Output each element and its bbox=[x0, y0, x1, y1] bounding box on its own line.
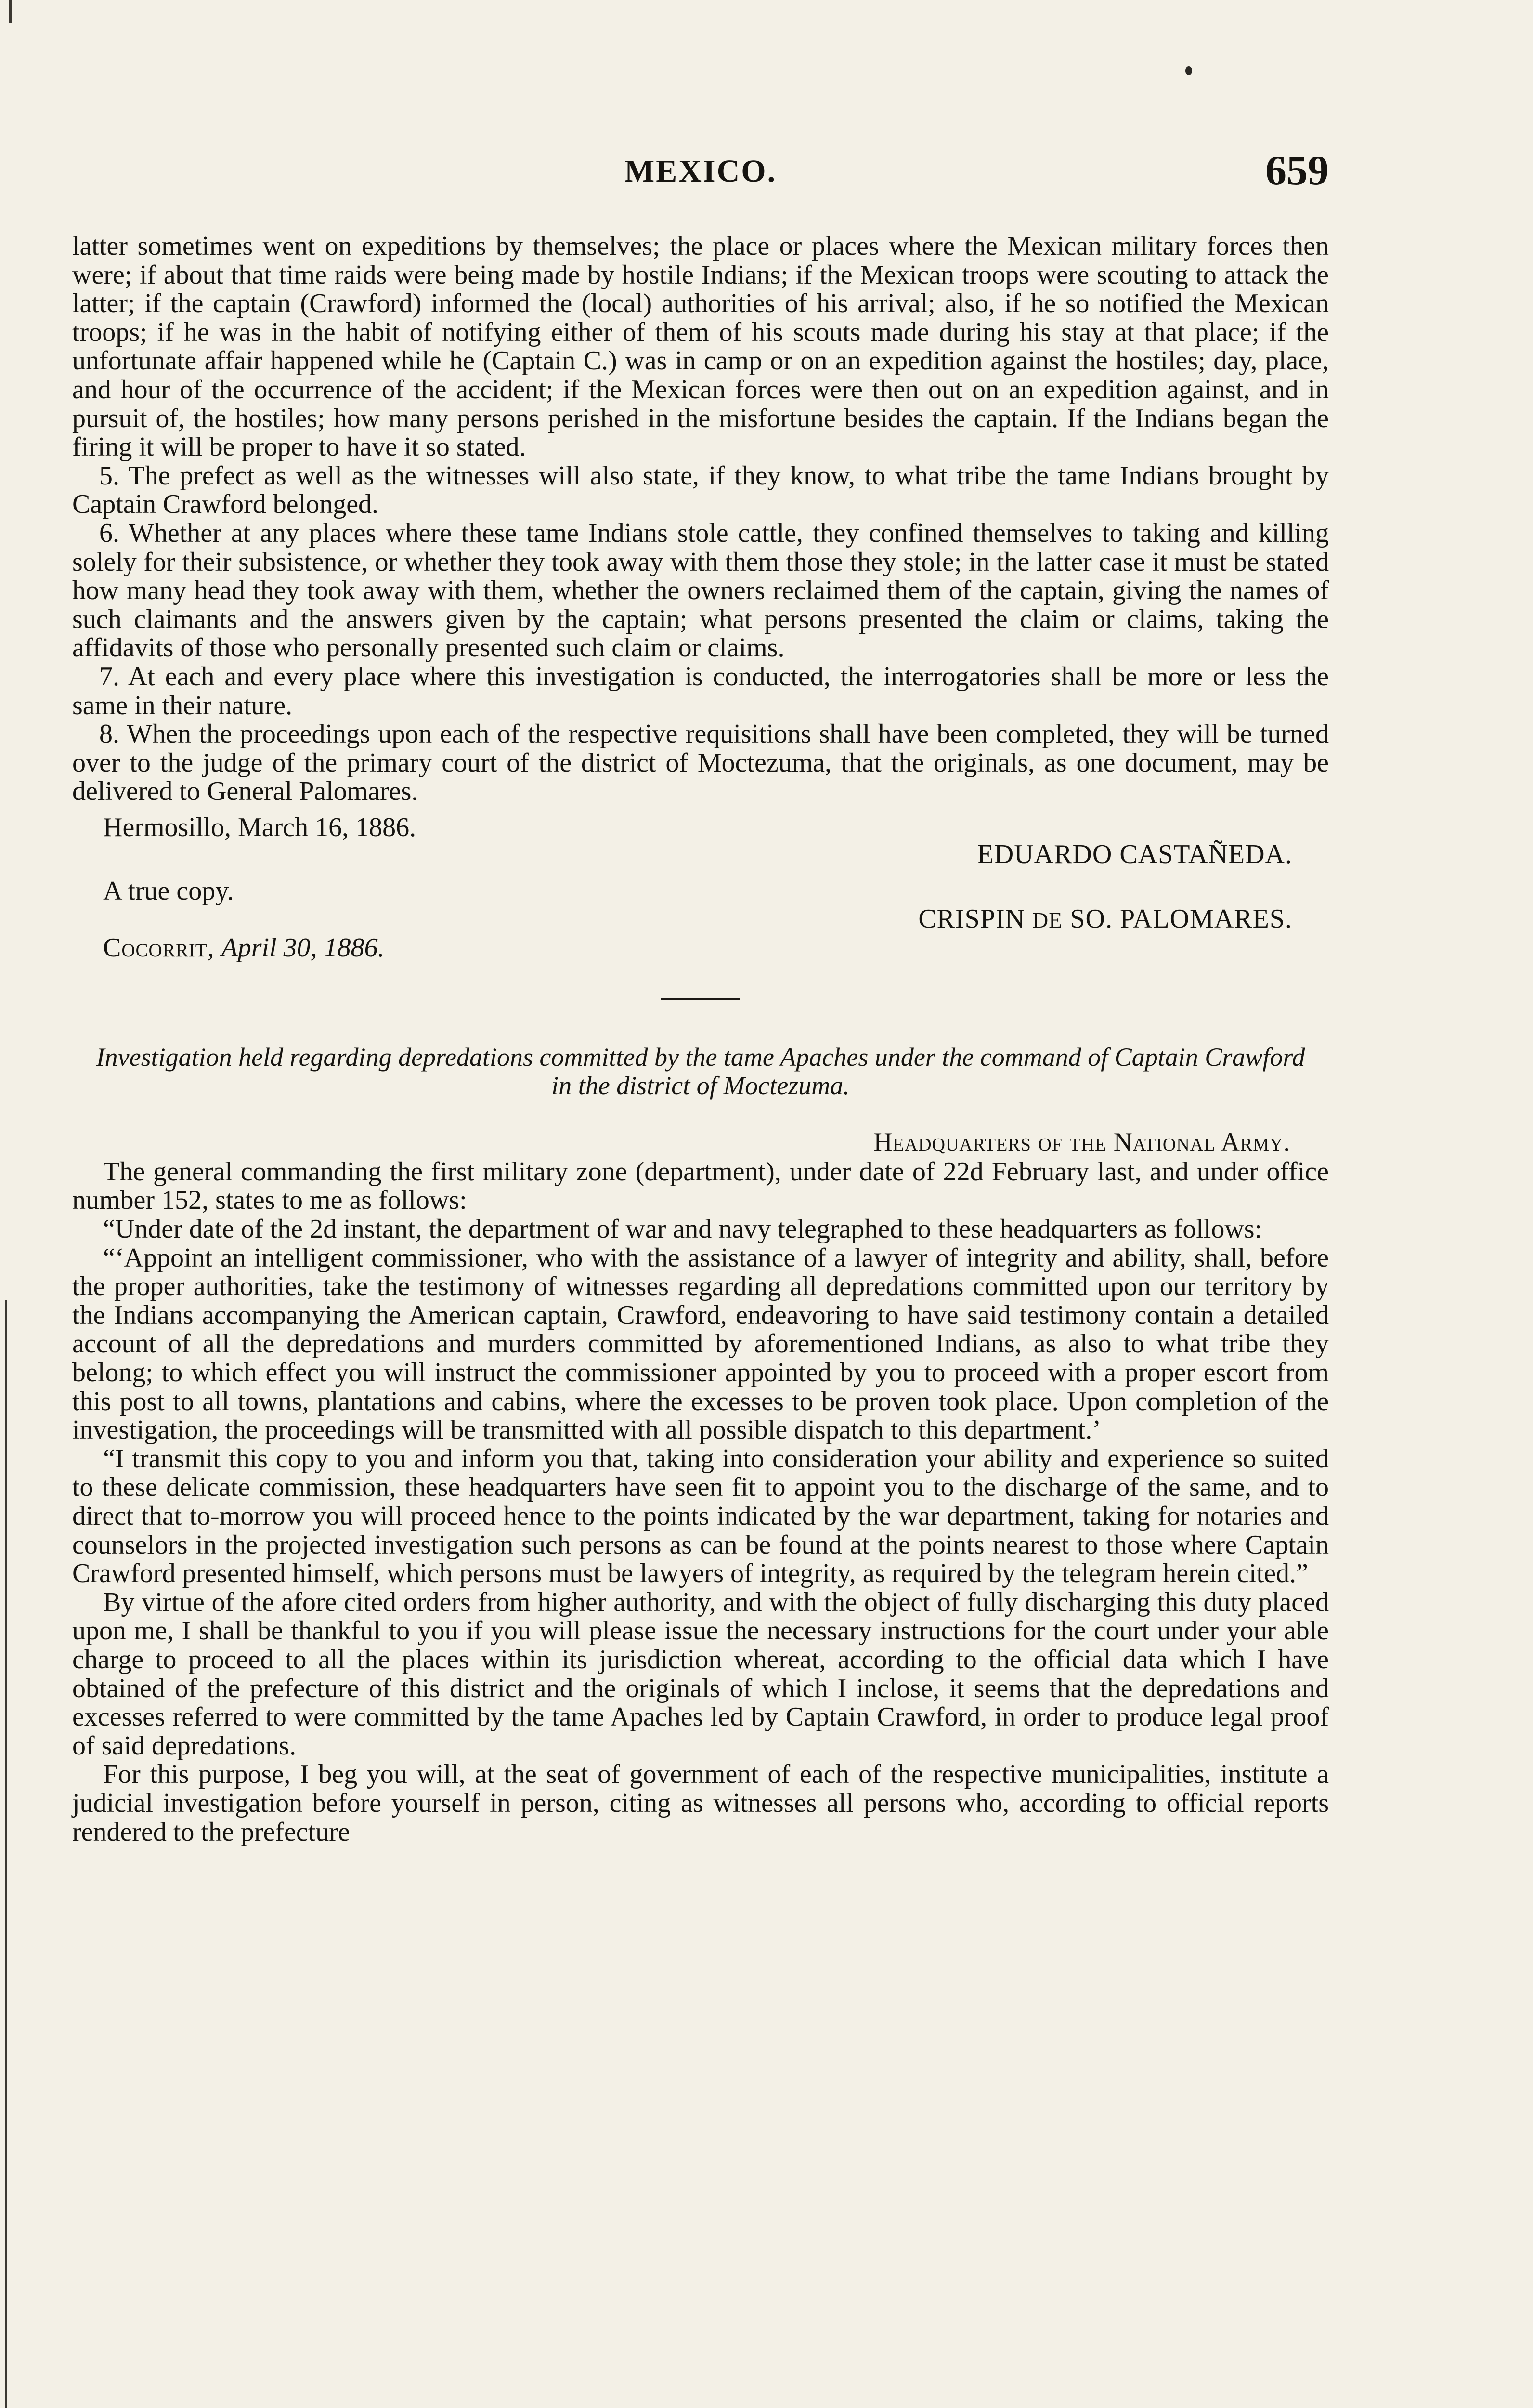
scan-edge-mark bbox=[9, 0, 12, 23]
signatory-last-name: SO. PALOMARES. bbox=[1070, 903, 1292, 934]
section-caption: Investigation held regarding depredations committed by the tame Apaches under the command of Captain Crawford in the district of Moctezuma. bbox=[96, 1042, 1305, 1100]
headquarters-heading: Headquarters of the National Army. bbox=[873, 1127, 1290, 1156]
section-divider bbox=[661, 998, 740, 1000]
paragraph-item-6: 6. Whether at any places where these tame Indians stole cattle, they confined themselves to taking and killing solely for their subsistence, or whether they took away with them those they stole; in the latter case it must be stated how many head they took away with them, whether the owners reclaimed them of the captain, giving the names of such claimants and the answers given by the captain; what persons presented the claim or claims, taking the affidavits of those who personally presented such claim or claims. bbox=[72, 518, 1329, 663]
signatory-first-name: CRISPIN bbox=[918, 903, 1026, 934]
paragraph-item-7: 7. At each and every place where this investigation is conducted, the interrogatories shall be more or less the same in their nature. bbox=[72, 661, 1329, 720]
paragraph-general-commanding: The general commanding the first military zone (department), under date of 22d February last, and under office number 152, states to me as follows: bbox=[72, 1156, 1329, 1216]
paragraph-item-8: 8. When the proceedings upon each of the respective requisitions shall have been completed, they will be turned over to the judge of the primary court of the district of Moctezuma, that the originals, as one document, may be delivered to General Palomares. bbox=[72, 719, 1329, 807]
running-title: MEXICO. bbox=[624, 154, 777, 189]
signatory-particle: DE bbox=[1032, 907, 1063, 932]
paragraph-under-date: “Under date of the 2d instant, the department of war and navy telegraphed to these headquarters as follows: bbox=[103, 1214, 1262, 1244]
page-body bbox=[72, 232, 1329, 1846]
signature-block bbox=[72, 812, 1329, 963]
signatory-castaneda: EDUARDO CASTAÑEDA. bbox=[977, 839, 1292, 869]
signature-place-date: Hermosillo, March 16, 1886. bbox=[103, 812, 416, 842]
true-copy-note: A true copy. bbox=[103, 876, 234, 906]
paragraph-by-virtue: By virtue of the afore cited orders from higher authority, and with the object of fully discharging this duty placed upon me, I shall be thankful to you if you will please issue the necessary instructions for the court under your able charge to proceed to all the places within its jurisdiction whereat, according to the official data which I have obtained of the prefecture of this district and the originals of which I inclose, it seems that the depredations and excesses referred to were committed by the tame Apaches led by Captain Crawford, in order to produce legal proof of said depredations. bbox=[72, 1587, 1329, 1761]
page-number: 659 bbox=[1265, 147, 1329, 194]
copy-place: Cocorrit, bbox=[103, 932, 215, 963]
copy-date: April 30, 1886. bbox=[221, 932, 385, 963]
page-header bbox=[72, 147, 1329, 196]
paragraph-appoint-commissioner: “‘Appoint an intelligent commissioner, who with the assistance of a lawyer of integrity and ability, shall, before the proper authorities, take the testimony of witnesses regarding all depredations committed upon our territory by the Indians accompanying the American captain, Crawford, endeavoring to have said testimony contain a detailed account of all the depredations and murders committed by aforementioned Indians, as also to what tribe they belong; to which effect you will instruct the commissioner appointed by you to proceed with a proper escort from this post to all towns, plantations and cabins, where the excesses to be proven took place. Upon completion of the investigation, the proceedings will be transmitted with all possible dispatch to this department.’ bbox=[72, 1243, 1329, 1445]
paragraph-for-this-purpose: For this purpose, I beg you will, at the seat of government of each of the respective municipalities, institute a judicial investigation before yourself in person, citing as witnesses all persons who, according to official reports rendered to the prefecture bbox=[72, 1759, 1329, 1847]
paragraph-continued: latter sometimes went on expeditions by themselves; the place or places where the Mexican military forces then were; if about that time raids were being made by hostile Indians; if the Mexican troops were scouting to attack the latter; if the captain (Crawford) informed the (local) authorities of his arrival; also, if he so notified the Mexican troops; if he was in the habit of notifying either of them of his scouts made during his stay at that place; if the unfortunate affair happened while he (Captain C.) was in camp or on an expedition against the hostiles; day, place, and hour of the occurrence of the accident; if the Mexican forces were then out on an expedition against, and in pursuit of, the hostiles; how many persons perished in the misfortune besides the captain. If the Indians began the firing it will be proper to have it so stated. bbox=[72, 231, 1329, 462]
copy-place-date bbox=[103, 932, 385, 963]
paragraph-item-5: 5. The prefect as well as the witnesses will also state, if they know, to what tribe the tame Indians brought by Captain Crawford belonged. bbox=[72, 460, 1329, 520]
scan-edge-mark bbox=[5, 1300, 7, 2408]
ink-speck bbox=[1185, 66, 1192, 75]
signatory-palomares bbox=[918, 903, 1292, 934]
paragraph-transmit-copy: “I transmit this copy to you and inform you that, taking into consideration your ability and experience so suited to these delicate commission, these headquarters have seen fit to appoint you to the discharge of the same, and to direct that to-morrow you will proceed hence to the points indicated by the war department, taking for notaries and counselors in the projected investigation such persons as can be found at the points nearest to those where Captain Crawford presented himself, which persons must be lawyers of integrity, as required by the telegram herein cited.” bbox=[72, 1443, 1329, 1589]
